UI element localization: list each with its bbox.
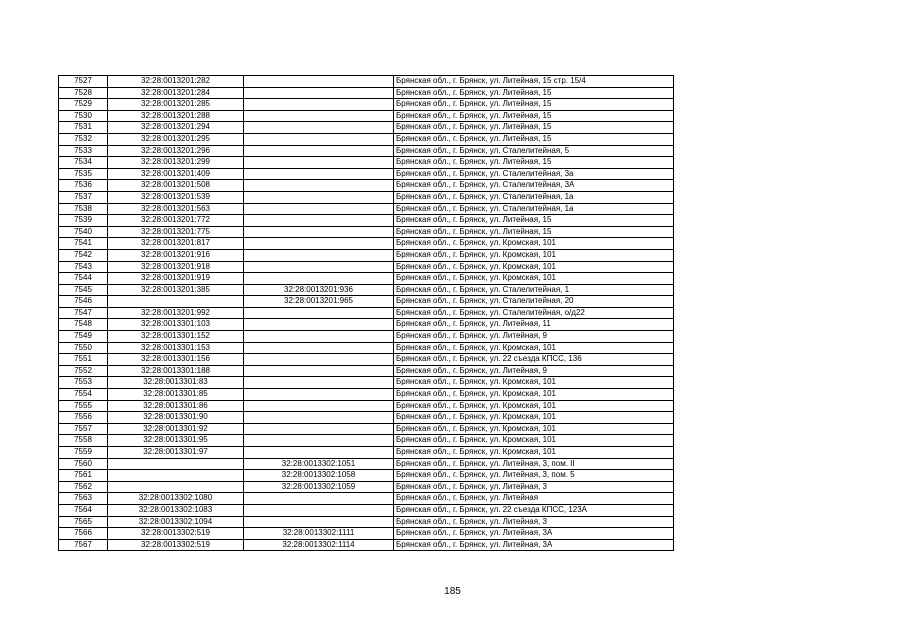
cadastral-number-cell: 32:28:0013201:385 bbox=[108, 284, 244, 296]
linked-cadastral-number-cell bbox=[244, 238, 394, 250]
row-number-cell: 7557 bbox=[59, 423, 108, 435]
row-number-cell: 7567 bbox=[59, 539, 108, 551]
table-row bbox=[59, 377, 674, 389]
linked-cadastral-number-cell bbox=[244, 180, 394, 192]
linked-cadastral-number-cell bbox=[244, 331, 394, 343]
linked-cadastral-number-cell bbox=[244, 87, 394, 99]
row-number-cell: 7552 bbox=[59, 365, 108, 377]
table-row bbox=[59, 261, 674, 273]
cadastral-number-cell: 32:28:0013201:916 bbox=[108, 249, 244, 261]
cadastral-number-cell: 32:28:0013301:153 bbox=[108, 342, 244, 354]
address-cell: Брянская обл., г. Брянск, ул. Литейная bbox=[394, 493, 674, 505]
table-row bbox=[59, 504, 674, 516]
cadastral-number-cell: 32:28:0013201:282 bbox=[108, 76, 244, 88]
table-row bbox=[59, 470, 674, 482]
cadastral-number-cell: 32:28:0013302:1083 bbox=[108, 504, 244, 516]
table-row bbox=[59, 493, 674, 505]
cadastral-number-cell: 32:28:0013201:409 bbox=[108, 168, 244, 180]
cadastral-number-cell: 32:28:0013201:563 bbox=[108, 203, 244, 215]
address-cell: Брянская обл., г. Брянск, ул. Литейная, 9 bbox=[394, 331, 674, 343]
linked-cadastral-number-cell bbox=[244, 389, 394, 401]
linked-cadastral-number-cell bbox=[244, 412, 394, 424]
table-row bbox=[59, 87, 674, 99]
row-number-cell: 7529 bbox=[59, 99, 108, 111]
address-cell: Брянская обл., г. Брянск, ул. Литейная, 15 bbox=[394, 110, 674, 122]
address-cell: Брянская обл., г. Брянск, ул. Литейная, 3А bbox=[394, 528, 674, 540]
row-number-cell: 7551 bbox=[59, 354, 108, 366]
property-register-table bbox=[58, 75, 674, 551]
address-cell: Брянская обл., г. Брянск, ул. Кромская, 101 bbox=[394, 389, 674, 401]
cadastral-number-cell: 32:28:0013301:86 bbox=[108, 400, 244, 412]
address-cell: Брянская обл., г. Брянск, ул. Литейная, 11 bbox=[394, 319, 674, 331]
table-row bbox=[59, 354, 674, 366]
cadastral-number-cell: 32:28:0013301:152 bbox=[108, 331, 244, 343]
row-number-cell: 7527 bbox=[59, 76, 108, 88]
address-cell: Брянская обл., г. Брянск, ул. Сталелитейная, 3а bbox=[394, 168, 674, 180]
table-row bbox=[59, 481, 674, 493]
cadastral-number-cell: 32:28:0013201:508 bbox=[108, 180, 244, 192]
cadastral-number-cell: 32:28:0013201:288 bbox=[108, 110, 244, 122]
linked-cadastral-number-cell bbox=[244, 504, 394, 516]
table-row bbox=[59, 447, 674, 459]
linked-cadastral-number-cell: 32:28:0013201:936 bbox=[244, 284, 394, 296]
row-number-cell: 7540 bbox=[59, 226, 108, 238]
table-row bbox=[59, 400, 674, 412]
cadastral-number-cell: 32:28:0013302:1094 bbox=[108, 516, 244, 528]
cadastral-number-cell: 32:28:0013302:519 bbox=[108, 528, 244, 540]
cadastral-number-cell: 32:28:0013302:1080 bbox=[108, 493, 244, 505]
address-cell: Брянская обл., г. Брянск, ул. Литейная, 9 bbox=[394, 365, 674, 377]
address-cell: Брянская обл., г. Брянск, ул. Сталелитейная, 3А bbox=[394, 180, 674, 192]
address-cell: Брянская обл., г. Брянск, ул. 22 съезда КПСС, 136 bbox=[394, 354, 674, 366]
linked-cadastral-number-cell bbox=[244, 168, 394, 180]
page-number: 185 bbox=[444, 586, 461, 597]
cadastral-number-cell bbox=[108, 481, 244, 493]
cadastral-number-cell: 32:28:0013301:156 bbox=[108, 354, 244, 366]
row-number-cell: 7530 bbox=[59, 110, 108, 122]
row-number-cell: 7534 bbox=[59, 157, 108, 169]
row-number-cell: 7566 bbox=[59, 528, 108, 540]
row-number-cell: 7533 bbox=[59, 145, 108, 157]
linked-cadastral-number-cell bbox=[244, 342, 394, 354]
table-row bbox=[59, 76, 674, 88]
address-cell: Брянская обл., г. Брянск, ул. Литейная, 15 bbox=[394, 122, 674, 134]
table-row bbox=[59, 435, 674, 447]
linked-cadastral-number-cell bbox=[244, 447, 394, 459]
linked-cadastral-number-cell bbox=[244, 493, 394, 505]
cadastral-number-cell: 32:28:0013301:85 bbox=[108, 389, 244, 401]
address-cell: Брянская обл., г. Брянск, ул. Литейная, 15 bbox=[394, 133, 674, 145]
address-cell: Брянская обл., г. Брянск, ул. Кромская, 101 bbox=[394, 400, 674, 412]
address-cell: Брянская обл., г. Брянск, ул. Литейная, 15 bbox=[394, 215, 674, 227]
row-number-cell: 7562 bbox=[59, 481, 108, 493]
address-cell: Брянская обл., г. Брянск, ул. Литейная, 15 bbox=[394, 226, 674, 238]
address-cell: Брянская обл., г. Брянск, ул. Кромская, 101 bbox=[394, 342, 674, 354]
row-number-cell: 7532 bbox=[59, 133, 108, 145]
row-number-cell: 7539 bbox=[59, 215, 108, 227]
table-row bbox=[59, 423, 674, 435]
row-number-cell: 7531 bbox=[59, 122, 108, 134]
address-cell: Брянская обл., г. Брянск, ул. Кромская, 101 bbox=[394, 435, 674, 447]
address-cell: Брянская обл., г. Брянск, ул. Сталелитейная, о/д22 bbox=[394, 307, 674, 319]
row-number-cell: 7559 bbox=[59, 447, 108, 459]
cadastral-number-cell: 32:28:0013301:90 bbox=[108, 412, 244, 424]
address-cell: Брянская обл., г. Брянск, ул. Литейная, 3А bbox=[394, 539, 674, 551]
linked-cadastral-number-cell bbox=[244, 191, 394, 203]
table-row bbox=[59, 168, 674, 180]
linked-cadastral-number-cell bbox=[244, 423, 394, 435]
row-number-cell: 7553 bbox=[59, 377, 108, 389]
address-cell: Брянская обл., г. Брянск, ул. Сталелитейная, 20 bbox=[394, 296, 674, 308]
table-body bbox=[59, 76, 674, 551]
cadastral-number-cell: 32:28:0013201:919 bbox=[108, 273, 244, 285]
table-row bbox=[59, 249, 674, 261]
address-cell: Брянская обл., г. Брянск, ул. Кромская, 101 bbox=[394, 447, 674, 459]
linked-cadastral-number-cell: 32:28:0013302:1058 bbox=[244, 470, 394, 482]
table-row bbox=[59, 145, 674, 157]
linked-cadastral-number-cell bbox=[244, 516, 394, 528]
cadastral-number-cell: 32:28:0013201:772 bbox=[108, 215, 244, 227]
table-row bbox=[59, 226, 674, 238]
table-row bbox=[59, 122, 674, 134]
address-cell: Брянская обл., г. Брянск, ул. Кромская, 101 bbox=[394, 238, 674, 250]
row-number-cell: 7545 bbox=[59, 284, 108, 296]
table-row bbox=[59, 157, 674, 169]
address-cell: Брянская обл., г. Брянск, ул. Литейная, 3, пом. 5 bbox=[394, 470, 674, 482]
cadastral-number-cell: 32:28:0013301:83 bbox=[108, 377, 244, 389]
address-cell: Брянская обл., г. Брянск, ул. Литейная, 15 bbox=[394, 157, 674, 169]
table-row bbox=[59, 319, 674, 331]
cadastral-number-cell: 32:28:0013201:775 bbox=[108, 226, 244, 238]
linked-cadastral-number-cell bbox=[244, 377, 394, 389]
address-cell: Брянская обл., г. Брянск, ул. Кромская, 101 bbox=[394, 377, 674, 389]
cadastral-number-cell: 32:28:0013201:992 bbox=[108, 307, 244, 319]
linked-cadastral-number-cell: 32:28:0013302:1051 bbox=[244, 458, 394, 470]
row-number-cell: 7565 bbox=[59, 516, 108, 528]
row-number-cell: 7535 bbox=[59, 168, 108, 180]
row-number-cell: 7549 bbox=[59, 331, 108, 343]
table-row bbox=[59, 110, 674, 122]
cadastral-number-cell: 32:28:0013201:285 bbox=[108, 99, 244, 111]
row-number-cell: 7537 bbox=[59, 191, 108, 203]
linked-cadastral-number-cell bbox=[244, 157, 394, 169]
address-cell: Брянская обл., г. Брянск, ул. Сталелитейная, 1а bbox=[394, 203, 674, 215]
linked-cadastral-number-cell bbox=[244, 145, 394, 157]
linked-cadastral-number-cell: 32:28:0013302:1111 bbox=[244, 528, 394, 540]
linked-cadastral-number-cell bbox=[244, 215, 394, 227]
linked-cadastral-number-cell: 32:28:0013302:1114 bbox=[244, 539, 394, 551]
row-number-cell: 7528 bbox=[59, 87, 108, 99]
linked-cadastral-number-cell bbox=[244, 354, 394, 366]
address-cell: Брянская обл., г. Брянск, ул. Кромская, 101 bbox=[394, 261, 674, 273]
row-number-cell: 7560 bbox=[59, 458, 108, 470]
linked-cadastral-number-cell: 32:28:0013302:1059 bbox=[244, 481, 394, 493]
cadastral-number-cell bbox=[108, 296, 244, 308]
address-cell: Брянская обл., г. Брянск, ул. Сталелитейная, 5 bbox=[394, 145, 674, 157]
address-cell: Брянская обл., г. Брянск, ул. Кромская, 101 bbox=[394, 423, 674, 435]
table-row bbox=[59, 331, 674, 343]
table-row bbox=[59, 412, 674, 424]
table-row bbox=[59, 180, 674, 192]
row-number-cell: 7541 bbox=[59, 238, 108, 250]
table-row bbox=[59, 238, 674, 250]
linked-cadastral-number-cell bbox=[244, 261, 394, 273]
linked-cadastral-number-cell bbox=[244, 319, 394, 331]
table-row bbox=[59, 191, 674, 203]
table-row bbox=[59, 284, 674, 296]
cadastral-number-cell: 32:28:0013301:92 bbox=[108, 423, 244, 435]
address-cell: Брянская обл., г. Брянск, ул. Литейная, 15 bbox=[394, 87, 674, 99]
cadastral-number-cell bbox=[108, 458, 244, 470]
row-number-cell: 7544 bbox=[59, 273, 108, 285]
row-number-cell: 7554 bbox=[59, 389, 108, 401]
cadastral-number-cell: 32:28:0013201:299 bbox=[108, 157, 244, 169]
address-cell: Брянская обл., г. Брянск, ул. Литейная, 3 bbox=[394, 516, 674, 528]
linked-cadastral-number-cell bbox=[244, 110, 394, 122]
cadastral-number-cell: 32:28:0013201:296 bbox=[108, 145, 244, 157]
row-number-cell: 7546 bbox=[59, 296, 108, 308]
cadastral-number-cell: 32:28:0013201:918 bbox=[108, 261, 244, 273]
linked-cadastral-number-cell bbox=[244, 365, 394, 377]
table-row bbox=[59, 133, 674, 145]
row-number-cell: 7556 bbox=[59, 412, 108, 424]
linked-cadastral-number-cell bbox=[244, 435, 394, 447]
table-row bbox=[59, 273, 674, 285]
table-row bbox=[59, 389, 674, 401]
linked-cadastral-number-cell bbox=[244, 76, 394, 88]
table-row bbox=[59, 458, 674, 470]
row-number-cell: 7558 bbox=[59, 435, 108, 447]
address-cell: Брянская обл., г. Брянск, ул. Сталелитейная, 1а bbox=[394, 191, 674, 203]
linked-cadastral-number-cell bbox=[244, 203, 394, 215]
cadastral-number-cell bbox=[108, 470, 244, 482]
table-row bbox=[59, 342, 674, 354]
address-cell: Брянская обл., г. Брянск, ул. Кромская, 101 bbox=[394, 412, 674, 424]
table-row bbox=[59, 215, 674, 227]
row-number-cell: 7548 bbox=[59, 319, 108, 331]
linked-cadastral-number-cell bbox=[244, 99, 394, 111]
linked-cadastral-number-cell bbox=[244, 122, 394, 134]
row-number-cell: 7563 bbox=[59, 493, 108, 505]
cadastral-number-cell: 32:28:0013201:539 bbox=[108, 191, 244, 203]
table-row bbox=[59, 528, 674, 540]
address-cell: Брянская обл., г. Брянск, ул. Литейная, 15 стр. 15/4 bbox=[394, 76, 674, 88]
row-number-cell: 7561 bbox=[59, 470, 108, 482]
table-row bbox=[59, 307, 674, 319]
linked-cadastral-number-cell bbox=[244, 249, 394, 261]
table-row bbox=[59, 516, 674, 528]
row-number-cell: 7555 bbox=[59, 400, 108, 412]
row-number-cell: 7547 bbox=[59, 307, 108, 319]
row-number-cell: 7543 bbox=[59, 261, 108, 273]
linked-cadastral-number-cell bbox=[244, 133, 394, 145]
table-row bbox=[59, 365, 674, 377]
table-row bbox=[59, 539, 674, 551]
address-cell: Брянская обл., г. Брянск, ул. Литейная, 15 bbox=[394, 99, 674, 111]
address-cell: Брянская обл., г. Брянск, ул. Сталелитейная, 1 bbox=[394, 284, 674, 296]
address-cell: Брянская обл., г. Брянск, ул. Литейная, 3 bbox=[394, 481, 674, 493]
cadastral-number-cell: 32:28:0013301:95 bbox=[108, 435, 244, 447]
table-row bbox=[59, 99, 674, 111]
linked-cadastral-number-cell bbox=[244, 226, 394, 238]
address-cell: Брянская обл., г. Брянск, ул. Кромская, 101 bbox=[394, 273, 674, 285]
cadastral-number-cell: 32:28:0013301:97 bbox=[108, 447, 244, 459]
address-cell: Брянская обл., г. Брянск, ул. 22 съезда КПСС, 123А bbox=[394, 504, 674, 516]
address-cell: Брянская обл., г. Брянск, ул. Литейная, 3, пом. II bbox=[394, 458, 674, 470]
table-row bbox=[59, 203, 674, 215]
cadastral-number-cell: 32:28:0013301:188 bbox=[108, 365, 244, 377]
linked-cadastral-number-cell bbox=[244, 307, 394, 319]
linked-cadastral-number-cell: 32:28:0013201:965 bbox=[244, 296, 394, 308]
linked-cadastral-number-cell bbox=[244, 273, 394, 285]
row-number-cell: 7538 bbox=[59, 203, 108, 215]
row-number-cell: 7550 bbox=[59, 342, 108, 354]
address-cell: Брянская обл., г. Брянск, ул. Кромская, 101 bbox=[394, 249, 674, 261]
cadastral-number-cell: 32:28:0013301:103 bbox=[108, 319, 244, 331]
cadastral-number-cell: 32:28:0013201:284 bbox=[108, 87, 244, 99]
row-number-cell: 7536 bbox=[59, 180, 108, 192]
row-number-cell: 7542 bbox=[59, 249, 108, 261]
cadastral-number-cell: 32:28:0013201:294 bbox=[108, 122, 244, 134]
cadastral-number-cell: 32:28:0013201:295 bbox=[108, 133, 244, 145]
table-row bbox=[59, 296, 674, 308]
linked-cadastral-number-cell bbox=[244, 400, 394, 412]
cadastral-number-cell: 32:28:0013201:817 bbox=[108, 238, 244, 250]
cadastral-number-cell: 32:28:0013302:519 bbox=[108, 539, 244, 551]
row-number-cell: 7564 bbox=[59, 504, 108, 516]
